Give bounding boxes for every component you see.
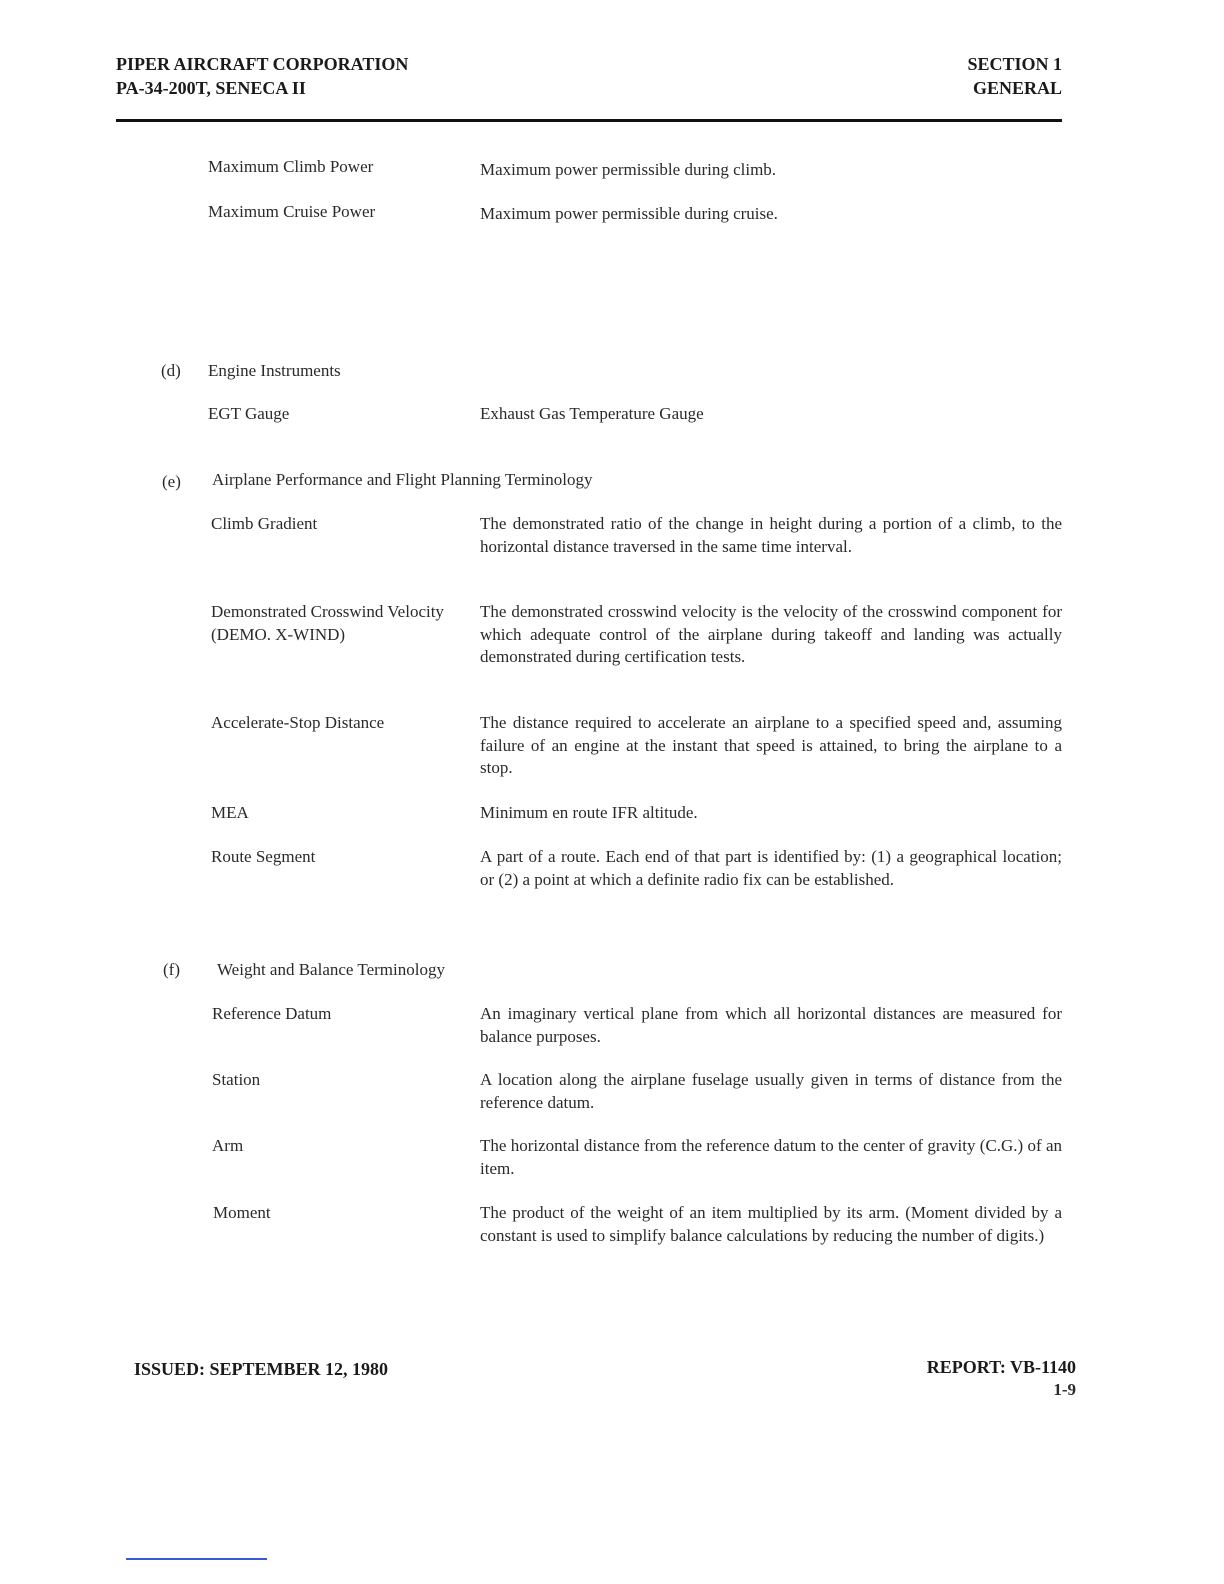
term-climb-gradient: Climb Gradient [211,514,318,533]
term-egt-gauge: EGT Gauge [208,404,290,423]
term-mea: MEA [211,803,249,822]
term-moment: Moment [213,1203,271,1222]
def-accelerate-stop: The distance required to accelerate an airplane to a specified speed and, assuming failure of an engine at the instant that speed is attained, to bring the airplane to a stop. [480,713,1062,777]
company-name: PIPER AIRCRAFT CORPORATION [116,54,409,74]
issued-date: ISSUED: SEPTEMBER 12, 1980 [134,1359,389,1379]
def-station: A location along the airplane fuselage usually given in terms of distance from the reference datum. [480,1070,1062,1112]
term-arm: Arm [212,1136,244,1155]
section-number: SECTION 1 [967,54,1062,74]
term-accelerate-stop: Accelerate-Stop Distance [211,713,385,732]
term-route-segment: Route Segment [211,847,316,866]
def-route-segment: A part of a route. Each end of that part is identified by: (1) a geographical location; or (2) a point at which a definite radio fix can be established. [480,847,1062,889]
def-moment: The product of the weight of an item multiplied by its arm. (Moment divided by a constant is used to simplify balance calculations by reducing the number of digits.) [480,1203,1062,1245]
section-title: GENERAL [972,78,1062,98]
section-e-letter: (e) [162,472,181,491]
term-max-climb-power: Maximum Climb Power [208,157,374,176]
def-max-climb-power: Maximum power permissible during climb. [480,160,777,179]
section-d-title: Engine Instruments [208,361,341,380]
def-reference-datum: An imaginary vertical plane from which all horizontal distances are measured for balance purposes. [480,1004,1062,1046]
def-arm: The horizontal distance from the reference datum to the center of gravity (C.G.) of an item. [480,1136,1062,1178]
def-demo-crosswind: The demonstrated crosswind velocity is the velocity of the crosswind component for which adequate control of the airplane during takeoff and landing was actually demonstrated during certification tests. [480,602,1062,666]
section-f-title: Weight and Balance Terminology [217,960,445,979]
term-reference-datum: Reference Datum [212,1004,332,1023]
header-rule [116,119,1062,122]
def-max-cruise-power: Maximum power permissible during cruise. [480,204,778,223]
term-demo-crosswind: Demonstrated Crosswind Velocity (DEMO. X-WIND) [211,602,444,644]
report-number: REPORT: VB-1140 [926,1357,1076,1377]
footer-link-underline [126,1558,267,1560]
aircraft-model: PA-34-200T, SENECA II [116,78,306,98]
def-egt-gauge: Exhaust Gas Temperature Gauge [480,404,704,423]
def-mea: Minimum en route IFR altitude. [480,803,698,822]
header-right [967,52,1062,100]
section-d-letter: (d) [161,361,181,380]
section-e-title: Airplane Performance and Flight Planning Terminology [212,470,593,489]
header-left [116,52,408,100]
def-climb-gradient: The demonstrated ratio of the change in height during a portion of a climb, to the horizontal distance traversed in the same time interval. [480,514,1062,556]
page-number: 1-9 [1053,1380,1076,1399]
term-station: Station [212,1070,261,1089]
term-max-cruise-power: Maximum Cruise Power [208,202,376,221]
section-f-letter: (f) [163,960,180,979]
